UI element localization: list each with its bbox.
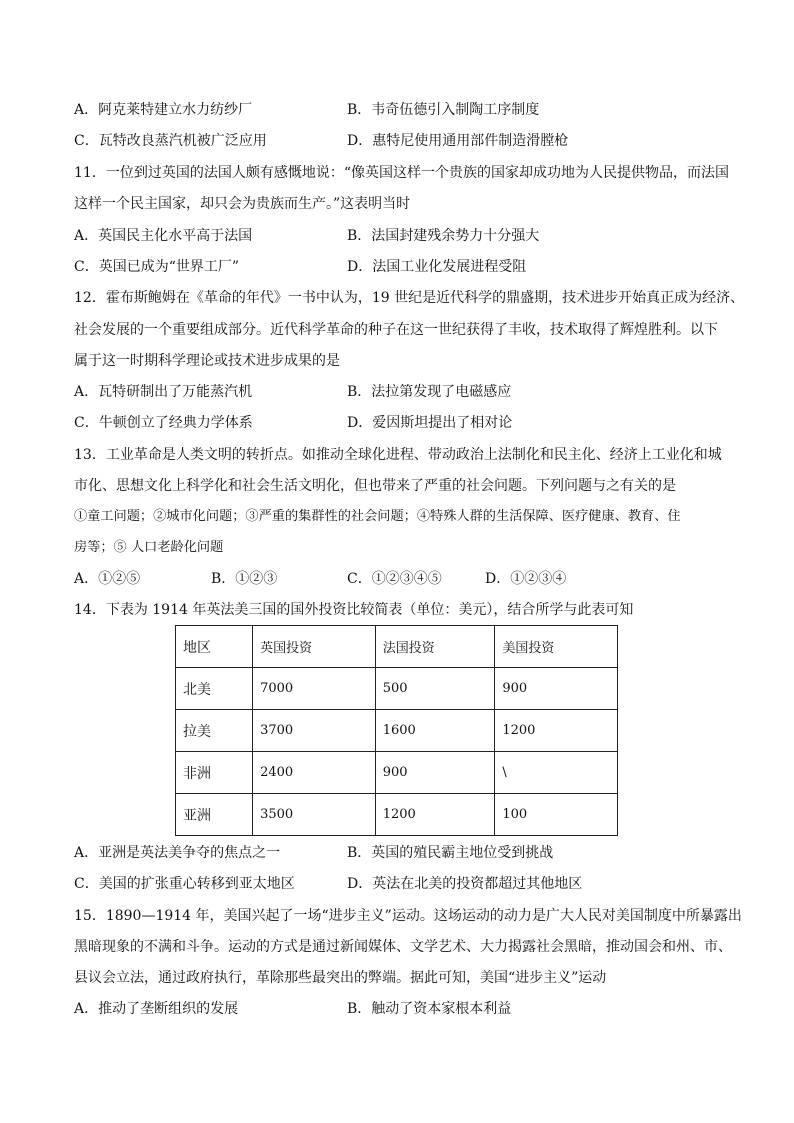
q15-stem-line3: 县议会立法，通过政府执行，革除那些最突出的弊端。据此可知，美国“进步主义”运动: [74, 970, 607, 986]
q15-option-b: B．触动了资本家根本利益: [347, 1001, 512, 1017]
table-cell: 非洲: [176, 752, 253, 794]
q15-stem-line1: 15．1890—1914 年，美国兴起了一场“进步主义”运动。这场运动的动力是广大人民对美国制度中所暴露出: [74, 908, 742, 924]
table-cell: 3700: [253, 710, 376, 752]
table-header-cell: 英国投资: [253, 626, 376, 668]
q13-items-line1: ①童工问题；②城市化问题；③严重的集群性的社会问题；④特殊人群的生活保障、医疗健康、教育、住: [74, 509, 681, 524]
q11-stem-line1: 11．一位到过英国的法国人颇有感慨地说：“像英国这样一个贵族的国家却成功地为人民提供物品，而法国: [74, 165, 729, 181]
q12-option-c: C．牛顿创立了经典力学体系: [74, 415, 253, 431]
table-cell: \: [495, 752, 618, 794]
q13-option-c: C．①②③④⑤: [347, 571, 442, 587]
q10-option-a: A．阿克莱特建立水力纺纱厂: [74, 102, 253, 118]
q13-stem-line1: 13．工业革命是人类文明的转折点。如推动全球化进程、带动政治上法制化和民主化、经济上工业化和城: [74, 447, 722, 463]
q12-option-d: D．爱因斯坦提出了相对论: [347, 415, 513, 431]
table-cell: 1200: [495, 710, 618, 752]
table-header-cell: 地区: [176, 626, 253, 668]
q12-option-b: B．法拉第发现了电磁感应: [347, 384, 512, 400]
q10-option-b: B．韦奇伍德引入制陶工序制度: [347, 102, 540, 118]
q11-option-b: B．法国封建残余势力十分强大: [347, 228, 540, 244]
q14-option-d: D．英法在北美的投资都超过其他地区: [347, 876, 583, 892]
table-row: [176, 668, 618, 710]
q15-stem-line2: 黑暗现象的不满和斗争。运动的方式是通过新闻媒体、文学艺术、大力揭露社会黑暗，推动国会和州、市、: [74, 939, 732, 955]
table-cell: 2400: [253, 752, 376, 794]
table-row: [176, 794, 618, 836]
q10-option-c: C．瓦特改良蒸汽机被广泛应用: [74, 133, 267, 149]
table-cell: 7000: [253, 668, 376, 710]
q12-stem-line3: 属于这一时期科学理论或技术进步成果的是: [74, 353, 340, 369]
q10-option-d: D．惠特尼使用通用部件制造滑膛枪: [347, 133, 569, 149]
q13-option-d: D．①②③④: [485, 571, 567, 587]
q14-option-b: B．英国的殖民霸主地位受到挑战: [347, 845, 554, 861]
table-cell: 3500: [253, 794, 376, 836]
table-header-row: [176, 626, 618, 668]
investment-table: [175, 625, 618, 836]
q12-stem-line2: 社会发展的一个重要组成部分。近代科学革命的种子在这一世纪获得了丰收，技术取得了辉煌胜利。以下: [74, 322, 718, 338]
q13-items-line2: 房等；⑤ 人口老龄化问题: [74, 540, 224, 555]
q11-option-c: C．英国已成为“世界工厂”: [74, 259, 240, 275]
q13-option-b: B．①②③: [211, 571, 278, 587]
q11-option-d: D．法国工业化发展进程受阻: [347, 259, 527, 275]
q12-option-a: A．瓦特研制出了万能蒸汽机: [74, 384, 253, 400]
table-cell: 亚洲: [176, 794, 253, 836]
table-cell: 500: [375, 668, 495, 710]
q13-option-a: A．①②⑤: [74, 571, 141, 587]
table-cell: 1200: [375, 794, 495, 836]
table-row: [176, 710, 618, 752]
table-row: [176, 752, 618, 794]
q15-option-a: A．推动了垄断组织的发展: [74, 1001, 239, 1017]
table-cell: 100: [495, 794, 618, 836]
q14-option-c: C．美国的扩张重心转移到亚太地区: [74, 876, 295, 892]
q14-stem-line1: 14．下表为 1914 年英法美三国的国外投资比较简表（单位：美元），结合所学与此表可知: [74, 602, 634, 618]
table-cell: 北美: [176, 668, 253, 710]
q12-stem-line1: 12．霍布斯鲍姆在《革命的年代》一书中认为，19 世纪是近代科学的鼎盛期，技术进步开始真正成为经济、: [74, 290, 745, 306]
q11-stem-line2: 这样一个民主国家，却只会为贵族而生产。”这表明当时: [74, 196, 411, 212]
q13-stem-line2: 市化、思想文化上科学化和社会生活文明化，但也带来了严重的社会问题。下列问题与之有关的是: [74, 478, 676, 494]
table-cell: 900: [375, 752, 495, 794]
table-header-cell: 美国投资: [495, 626, 618, 668]
q11-option-a: A．英国民主化水平高于法国: [74, 228, 253, 244]
table-cell: 1600: [375, 710, 495, 752]
table-cell: 拉美: [176, 710, 253, 752]
q14-option-a: A．亚洲是英法美争夺的焦点之一: [74, 845, 281, 861]
table-header-cell: 法国投资: [375, 626, 495, 668]
table-cell: 900: [495, 668, 618, 710]
